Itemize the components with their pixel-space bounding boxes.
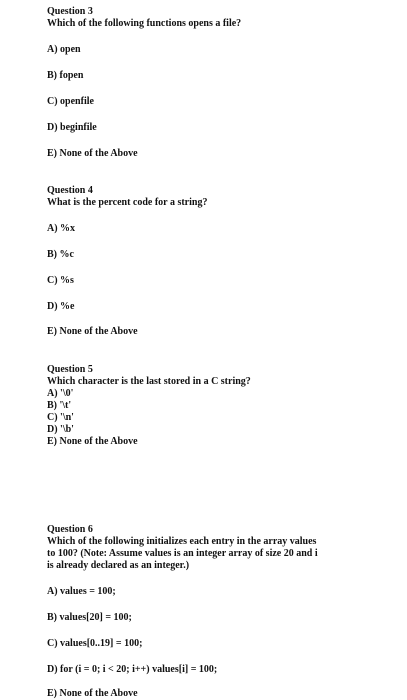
question-4-option-a: A) %x — [47, 223, 76, 234]
question-3-option-a: A) open — [47, 44, 81, 55]
question-6-prompt-line-1: Which of the following initializes each entry in the array values — [47, 536, 317, 547]
question-6-prompt-line-2: to 100? (Note: Assume values is an integer array of size 20 and i — [47, 548, 318, 559]
question-5-prompt: Which character is the last stored in a C string? — [47, 376, 251, 387]
question-3-heading: Question 3 — [47, 6, 93, 17]
question-6-heading: Question 6 — [47, 524, 93, 535]
question-6-option-e: E) None of the Above — [47, 688, 138, 699]
question-5-heading: Question 5 — [47, 364, 93, 375]
question-3-prompt: Which of the following functions opens a file? — [47, 18, 242, 29]
question-5-option-b: B) '\t' — [47, 400, 72, 411]
question-4-option-c: C) %s — [47, 275, 74, 286]
question-6-option-a: A) values = 100; — [47, 586, 116, 597]
question-4-heading: Question 4 — [47, 185, 93, 196]
question-4-option-e: E) None of the Above — [47, 326, 138, 337]
question-5-option-c: C) '\n' — [47, 412, 74, 423]
question-4-option-b: B) %c — [47, 249, 74, 260]
question-4-prompt: What is the percent code for a string? — [47, 197, 208, 208]
question-5-option-d: D) '\b' — [47, 424, 74, 435]
question-6-option-c: C) values[0..19] = 100; — [47, 638, 143, 649]
question-3-option-e: E) None of the Above — [47, 148, 138, 159]
question-4-option-d: D) %e — [47, 301, 75, 312]
question-6-prompt-line-3: is already declared as an integer.) — [47, 560, 190, 571]
question-5-option-a: A) '\0' — [47, 388, 74, 399]
question-6-option-b: B) values[20] = 100; — [47, 612, 132, 623]
question-6-option-d: D) for (i = 0; i < 20; i++) values[i] = 100; — [47, 664, 218, 675]
question-5-option-e: E) None of the Above — [47, 436, 138, 447]
question-3-option-b: B) fopen — [47, 70, 84, 81]
question-3-option-d: D) beginfile — [47, 122, 97, 133]
question-3-option-c: C) openfile — [47, 96, 94, 107]
